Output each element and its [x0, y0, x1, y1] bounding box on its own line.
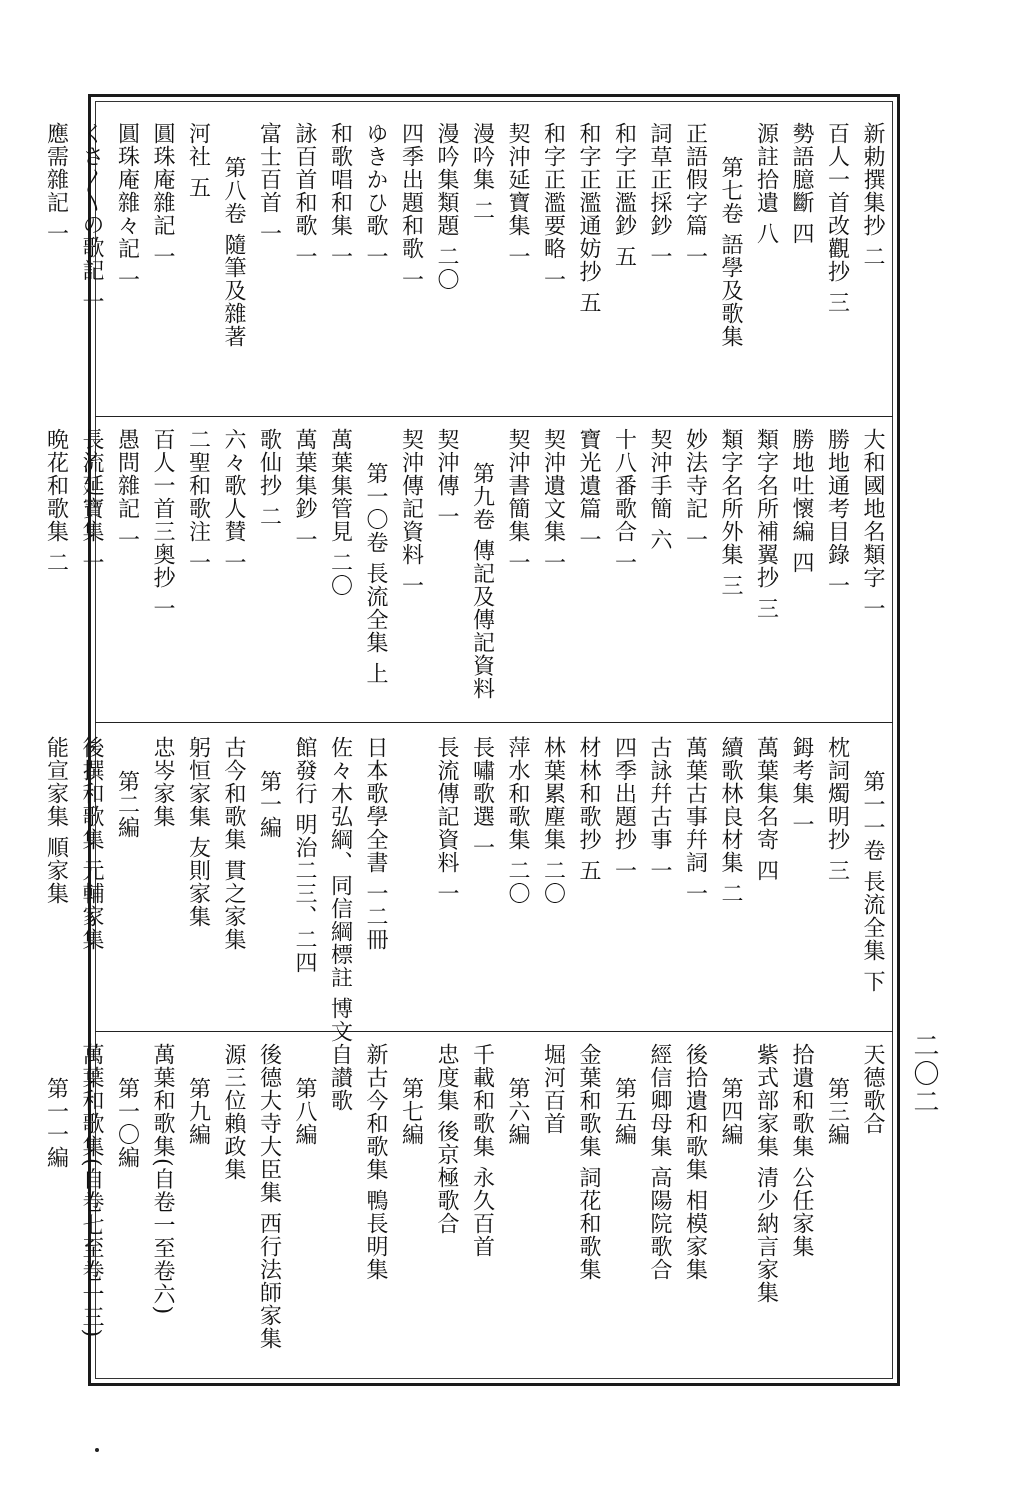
entry-column [358, 736, 394, 1026]
entry-text: 館發行 明治二三、二四 [292, 736, 317, 974]
entry-column [251, 428, 287, 718]
entry-text: 應需雜記 一 [43, 122, 69, 245]
section-divider [95, 416, 893, 417]
entry-column [251, 122, 287, 412]
entry-text: 新古今和歌集 鴨長明集 [363, 1043, 388, 1281]
entry-column [251, 736, 287, 1026]
entry-text: 鉧考集 一 [789, 736, 814, 836]
entry-column [38, 1043, 74, 1373]
entry-column [429, 428, 465, 718]
volume-heading: 第一一卷 長流全集 下 [860, 770, 885, 993]
entry-column [109, 122, 145, 412]
entry-column [145, 428, 181, 718]
entry-column [216, 428, 252, 718]
entry-column [429, 1043, 465, 1373]
entry-column [606, 736, 642, 1026]
entry-text: 能宣家集 順家集 [43, 736, 69, 905]
entry-column [713, 428, 749, 718]
entry-text: 源三位賴政集 [221, 1043, 246, 1181]
entry-column [251, 1043, 287, 1373]
entry-text: 萬葉和歌集(自卷七至卷一三) [79, 1043, 104, 1339]
index-section-3 [43, 736, 890, 1043]
entry-text: くさ〳〵の歌記 一 [79, 122, 104, 313]
entry-column [535, 736, 571, 1026]
entry-column [677, 428, 713, 718]
entry-text: 新勅撰集抄 二 [860, 122, 885, 268]
entry-column [571, 428, 607, 718]
entry-column [322, 1043, 358, 1373]
entry-text: 二聖和歌注 一 [185, 428, 211, 574]
entry-text: 枕詞燭明抄 三 [824, 736, 850, 882]
entry-text: 萍水和歌集 二〇 [505, 736, 530, 905]
entry-text: 後拾遺和歌集 相模家集 [682, 1043, 708, 1281]
entry-column [500, 428, 536, 718]
entry-text: 和字正濫鈔 五 [611, 122, 637, 268]
entry-text: 忠度集 後京極歌合 [434, 1043, 459, 1235]
entry-column [855, 1043, 891, 1373]
volume-heading: 第九卷 傳記及傳記資料 [469, 462, 495, 700]
entry-column [855, 122, 891, 412]
entry-text: 萬葉古事幷詞 一 [682, 736, 708, 905]
entry-column [322, 736, 358, 1043]
entry-text: 長流傳記資料 一 [434, 736, 459, 905]
entry-text: 十八番歌合 一 [611, 428, 637, 574]
entry-text: 躬恒家集 友則家集 [185, 736, 211, 928]
entry-column [38, 122, 74, 412]
entry-column [677, 122, 713, 412]
entry-column [606, 122, 642, 412]
entry-column [287, 122, 323, 412]
entry-column [819, 1043, 855, 1373]
entry-column [606, 428, 642, 718]
entry-column [500, 736, 536, 1026]
entry-column [109, 736, 145, 1026]
entry-text: 堀河百首 [540, 1043, 566, 1135]
entry-column [109, 428, 145, 718]
entry-text: 拾遺和歌集 公任家集 [789, 1043, 814, 1258]
entry-column [571, 122, 607, 412]
entry-column [145, 1043, 181, 1373]
entry-text: 長流延寶集 一 [79, 428, 104, 574]
entry-text: 源註拾遺 八 [753, 122, 779, 245]
entry-column [180, 428, 216, 718]
entry-column [784, 1043, 820, 1373]
entry-text: 六々歌人賛 一 [221, 428, 246, 574]
entry-text: 契沖傳記資料 一 [398, 428, 424, 597]
entry-text: 河社 五 [185, 122, 211, 199]
entry-column [322, 428, 358, 718]
entry-column [393, 122, 429, 412]
entry-column [216, 736, 252, 1026]
entry-column [677, 736, 713, 1026]
entry-text: 自讃歌 [327, 1043, 353, 1112]
entry-column [216, 122, 252, 412]
entry-column [642, 1043, 678, 1373]
volume-heading: 第三編 [824, 1077, 850, 1146]
entry-column [713, 736, 749, 1026]
entry-column [429, 736, 465, 1026]
entry-text: 百人一首改觀抄 三 [824, 122, 850, 314]
entry-text: 經信卿母集 高陽院歌合 [647, 1043, 672, 1281]
entry-column [358, 428, 394, 718]
entry-column [464, 1043, 500, 1373]
section-divider [95, 722, 893, 723]
entry-text: 四季出題和歌 一 [398, 122, 424, 291]
entry-text: 續歌林良材集 二 [718, 736, 743, 905]
entry-column [713, 122, 749, 412]
entry-text: 百人一首三奥抄 一 [150, 428, 175, 620]
entry-text: 日本歌學全書 一二冊 [363, 736, 388, 951]
entry-text: 林葉累塵集 二〇 [540, 736, 566, 905]
volume-heading: 第一編 [256, 770, 282, 839]
entry-column [500, 122, 536, 412]
entry-column [784, 122, 820, 412]
entry-text: 漫吟集類題 二〇 [434, 122, 459, 291]
entry-text: 材林和歌抄 五 [576, 736, 601, 882]
entry-column [145, 122, 181, 412]
entry-text: 和字正濫要略 一 [540, 122, 566, 291]
entry-text: 詠百首和歌 一 [292, 122, 317, 268]
entry-text: 晩花和歌集 二 [43, 428, 69, 574]
entry-text: 萬葉集鈔 一 [292, 428, 317, 551]
entry-column [180, 122, 216, 412]
entry-text: 妙法寺記 一 [682, 428, 708, 551]
entry-text: 古詠幷古事 一 [647, 736, 672, 882]
entry-column [713, 1043, 749, 1373]
entry-text: 四季出題抄 一 [611, 736, 637, 882]
entry-column [748, 1043, 784, 1373]
entry-column [784, 736, 820, 1026]
entry-text: 後德大寺大臣集 西行法師家集 [256, 1043, 282, 1350]
entry-text: 和字正濫通妨抄 五 [576, 122, 601, 314]
entry-text: 漫吟集 二 [469, 122, 495, 222]
entry-text: 圓珠庵雜々記 一 [114, 122, 140, 291]
volume-heading: 第五編 [611, 1077, 637, 1146]
entry-text: 富士百首 一 [256, 122, 282, 245]
entry-column [748, 122, 784, 412]
entry-column [74, 736, 110, 1026]
index-section-1 [43, 122, 890, 412]
entry-column [216, 1043, 252, 1373]
entry-column [180, 1043, 216, 1373]
entry-text: 金葉和歌集 詞花和歌集 [576, 1043, 601, 1281]
entry-text: 契沖延寶集 一 [505, 122, 530, 268]
entry-column [74, 1043, 110, 1373]
entry-column [38, 428, 74, 718]
page-number: 二〇二 [909, 1032, 939, 1116]
entry-text: 寶光遺篇 一 [576, 428, 601, 551]
entry-column [287, 428, 323, 718]
entry-text: 正語假字篇 一 [682, 122, 708, 268]
entry-text: 和歌唱和集 一 [327, 122, 353, 268]
entry-column [429, 122, 465, 412]
entry-column [322, 122, 358, 412]
entry-text: 歌仙抄 二 [256, 428, 282, 528]
entry-column [748, 428, 784, 718]
entry-text: 紫式部家集 清少納言家集 [753, 1043, 779, 1304]
section-divider [95, 1031, 893, 1032]
entry-text: 佐々木弘綱、同信綱標註 博文 [327, 736, 353, 1043]
entry-column [535, 122, 571, 412]
volume-heading: 第八編 [292, 1077, 317, 1146]
entry-text: 萬葉集名寄 四 [753, 736, 779, 882]
entry-column [38, 736, 74, 1026]
entry-text: 後撰和歌集 元輔家集 [79, 736, 104, 951]
entry-text: 類字名所補翼抄 三 [753, 428, 779, 620]
entry-column [642, 428, 678, 718]
entry-column [642, 736, 678, 1026]
index-section-2 [43, 428, 890, 718]
entry-text: 忠岑家集 [150, 736, 175, 828]
index-section-4 [43, 1043, 890, 1373]
volume-heading: 第七編 [398, 1077, 424, 1146]
entry-text: 萬葉集管見 二〇 [327, 428, 353, 597]
volume-heading: 第四編 [718, 1077, 743, 1146]
entry-column [500, 1043, 536, 1373]
entry-text: 契沖手簡 六 [647, 428, 672, 551]
entry-column [571, 1043, 607, 1373]
entry-column [393, 428, 429, 718]
volume-heading: 第二編 [114, 770, 140, 839]
entry-text: 勢語臆斷 四 [789, 122, 814, 245]
entry-text: 契沖書簡集 一 [505, 428, 530, 574]
entry-column [748, 736, 784, 1026]
entry-text: 詞草正採鈔 一 [647, 122, 672, 268]
volume-heading: 第九編 [185, 1077, 211, 1146]
entry-text: 萬葉和歌集(自卷一至卷六) [150, 1043, 175, 1316]
entry-column [819, 122, 855, 412]
entry-column [180, 736, 216, 1026]
volume-heading: 第一一編 [43, 1077, 69, 1169]
entry-text: 勝地通考目錄 一 [824, 428, 850, 597]
entry-column [145, 736, 181, 1026]
entry-column [677, 1043, 713, 1373]
entry-text: 契沖遺文集 一 [540, 428, 566, 574]
entry-column [464, 122, 500, 412]
entry-column [464, 428, 500, 718]
entry-column [571, 736, 607, 1026]
entry-text: 大和國地名類字 一 [860, 428, 885, 620]
entry-column [74, 122, 110, 412]
entry-column [393, 736, 429, 1026]
entry-text: 長嘯歌選 一 [469, 736, 495, 859]
entry-column [287, 1043, 323, 1373]
entry-column [358, 1043, 394, 1373]
entry-text: 古今和歌集 貫之家集 [221, 736, 246, 951]
entry-column [819, 428, 855, 718]
entry-text: 圓珠庵雜記 一 [150, 122, 175, 268]
entry-column [535, 1043, 571, 1373]
entry-column [784, 428, 820, 718]
entry-text: 天德歌合 [860, 1043, 885, 1135]
volume-heading: 第一〇卷 長流全集 上 [363, 462, 388, 685]
entry-column [464, 736, 500, 1026]
entry-text: 契沖傳 一 [434, 428, 459, 528]
entry-column [642, 122, 678, 412]
entry-column [819, 736, 855, 1026]
stray-mark [95, 1448, 99, 1452]
entry-column [855, 736, 891, 1026]
volume-heading: 第八卷 隨筆及雜著 [221, 156, 246, 348]
volume-heading: 第七卷 語學及歌集 [718, 156, 743, 348]
entry-column [606, 1043, 642, 1373]
entry-column [74, 428, 110, 718]
entry-column [109, 1043, 145, 1373]
entry-column [535, 428, 571, 718]
entry-text: 類字名所外集 三 [718, 428, 743, 597]
entry-text: 愚問雜記 一 [114, 428, 140, 551]
entry-column [287, 736, 323, 1026]
volume-heading: 第六編 [505, 1077, 530, 1146]
entry-column [358, 122, 394, 412]
entry-text: 勝地吐懷編 四 [789, 428, 814, 574]
entry-text: ゆきかひ歌 一 [363, 122, 388, 268]
entry-text: 千載和歌集 永久百首 [469, 1043, 495, 1258]
entry-column [393, 1043, 429, 1373]
entry-column [855, 428, 891, 718]
volume-heading: 第一〇編 [114, 1077, 140, 1169]
